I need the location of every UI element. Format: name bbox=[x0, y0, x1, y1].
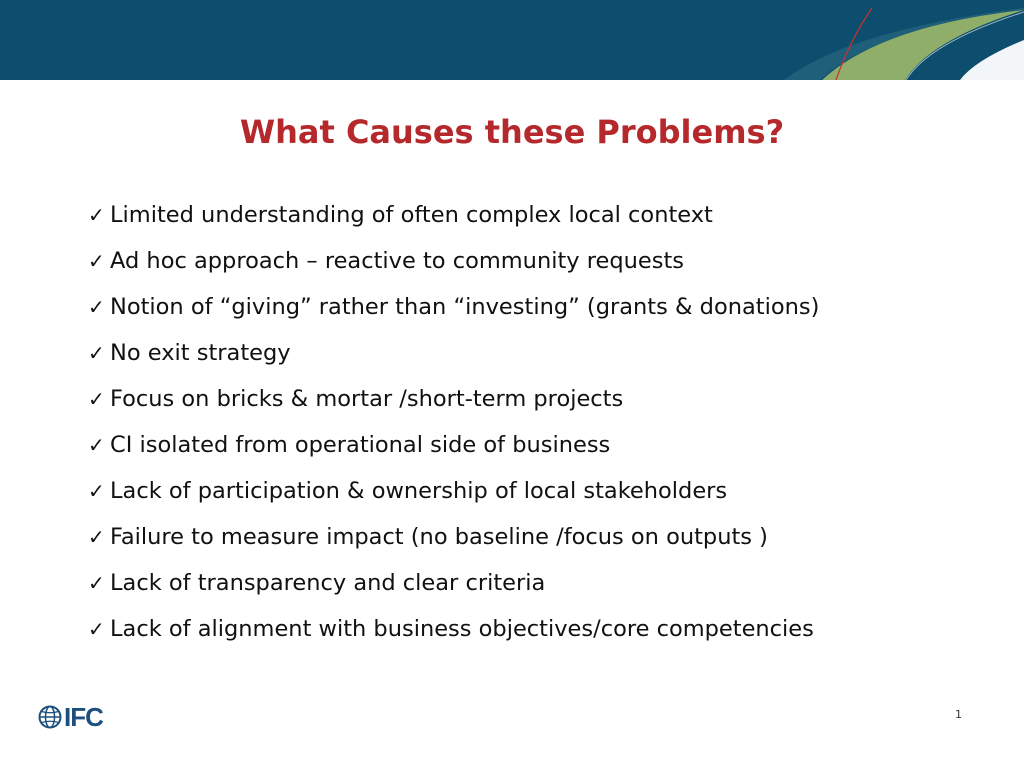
bullet-text: Focus on bricks & mortar /short-term projects bbox=[110, 386, 624, 412]
checkmark-icon: ✓ bbox=[88, 433, 105, 457]
logo-text: IFC bbox=[64, 702, 103, 732]
bullet-text: Lack of transparency and clear criteria bbox=[110, 570, 546, 596]
bullet-text: Ad hoc approach – reactive to community requests bbox=[110, 248, 684, 274]
checkmark-icon: ✓ bbox=[88, 203, 105, 227]
bullet-text: Failure to measure impact (no baseline /focus on outputs ) bbox=[110, 524, 768, 550]
bullet-text: Lack of participation & ownership of local stakeholders bbox=[110, 478, 728, 504]
bullet-text: Notion of “giving” rather than “investing” (grants & donations) bbox=[110, 294, 820, 320]
list-item bbox=[88, 238, 819, 284]
ifc-logo bbox=[38, 703, 103, 731]
bullet-text: CI isolated from operational side of business bbox=[110, 432, 611, 458]
slide-title: What Causes these Problems? bbox=[239, 113, 785, 151]
checkmark-icon: ✓ bbox=[88, 479, 105, 503]
checkmark-icon: ✓ bbox=[88, 249, 105, 273]
bullet-text: No exit strategy bbox=[110, 340, 291, 366]
checkmark-icon: ✓ bbox=[88, 571, 105, 595]
page-number: 1 bbox=[955, 708, 962, 721]
checkmark-icon: ✓ bbox=[88, 341, 105, 365]
bullet-text: Lack of alignment with business objectives/core competencies bbox=[110, 616, 814, 642]
list-item bbox=[88, 192, 819, 238]
list-item bbox=[88, 560, 819, 606]
checkmark-icon: ✓ bbox=[88, 295, 105, 319]
checkmark-icon: ✓ bbox=[88, 387, 105, 411]
globe-icon bbox=[38, 705, 62, 729]
checkmark-icon: ✓ bbox=[88, 525, 105, 549]
checkmark-icon: ✓ bbox=[88, 617, 105, 641]
list-item bbox=[88, 284, 819, 330]
bullet-list bbox=[88, 192, 819, 652]
list-item bbox=[88, 376, 819, 422]
banner-graphic bbox=[0, 0, 1024, 80]
list-item bbox=[88, 330, 819, 376]
bullet-text: Limited understanding of often complex local context bbox=[110, 202, 713, 228]
header-banner bbox=[0, 0, 1024, 80]
list-item bbox=[88, 422, 819, 468]
list-item bbox=[88, 514, 819, 560]
list-item bbox=[88, 606, 819, 652]
list-item bbox=[88, 468, 819, 514]
